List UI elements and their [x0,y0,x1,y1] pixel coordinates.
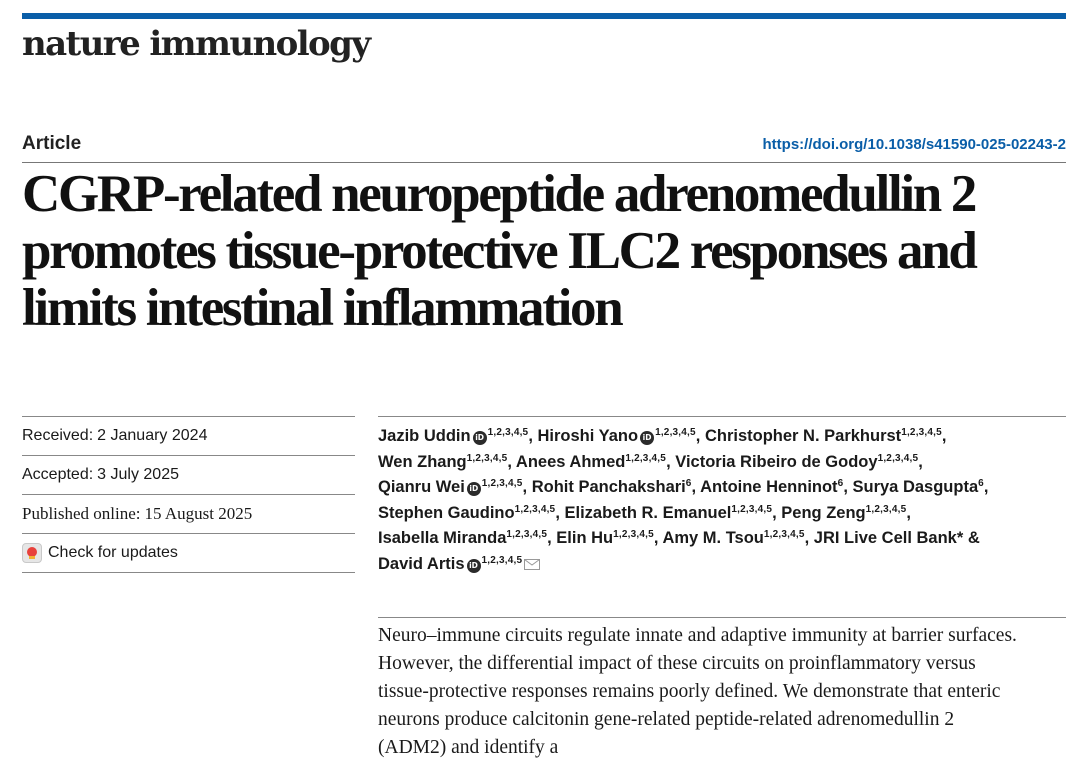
published-value: 15 August 2025 [144,504,253,523]
author-separator: , [507,452,516,471]
author-name[interactable]: Hiroshi Yano [537,427,639,445]
check-updates-label: Check for updates [48,544,178,561]
author-name[interactable]: Elin Hu [556,529,614,547]
author-affiliation-numbers: 1,2,3,4,5 [901,427,942,438]
author-item [853,478,984,496]
abstract-text: Neuro–immune circuits regulate innate and adaptive immunity at barrier surfaces. However, the differential impact of these circuits on proinflammatory versus tissue-protective responses remains poorly defined. We demonstrate that enteric neurons produce calcitonin gene-related peptide-related adrenomedullin 2 (ADM2) and identify a [378,625,1017,758]
author-item [516,453,666,471]
author-separator: , [653,529,663,547]
author-name[interactable]: Amy M. Tsou [662,529,764,547]
author-name[interactable]: Isabella Miranda [378,529,507,547]
author-affiliation-numbers: 1,2,3,4,5 [763,529,805,540]
orcid-icon[interactable]: iD [467,559,481,573]
author-name[interactable]: Victoria Ribeiro de Godoy [675,452,878,471]
received-value: 2 January 2024 [97,427,208,444]
author-item [538,427,696,445]
article-dates-panel [22,416,355,573]
author-item [378,453,507,471]
published-date [22,494,355,533]
author-name[interactable]: Qianru Wei [378,478,465,496]
author-separator: , [804,529,814,547]
author-name[interactable]: Christopher N. Parkhurst [704,427,902,445]
author-item [378,427,528,445]
author-item [378,504,555,522]
author-item [662,529,804,547]
author-separator: , [555,503,565,522]
author-item [556,529,654,547]
header-divider [22,162,1066,163]
published-label: Published online: [22,504,141,523]
received-label: Received: [22,427,94,444]
author-name[interactable]: Surya Dasgupta [852,478,979,496]
author-separator: , [695,427,705,445]
author-affiliation-numbers: 6 [685,478,692,489]
author-separator: , [918,452,923,471]
author-separator: , [772,503,782,522]
author-item [705,427,942,445]
author-separator: , [983,478,989,496]
author-separator: , [941,427,947,445]
orcid-icon[interactable]: iD [473,431,487,445]
author-affiliation-numbers: 1,2,3,4,5 [877,452,919,464]
author-name[interactable]: Jazib Uddin [378,427,471,445]
author-name[interactable]: Peng Zeng [781,503,866,522]
author-name[interactable]: Stephen Gaudino [378,503,515,522]
author-affiliation-numbers: 6 [837,478,844,489]
author-affiliation-numbers: 1,2,3,4,5 [731,503,773,515]
author-item [814,529,963,547]
received-date [22,416,355,455]
author-name[interactable]: David Artis [378,554,465,573]
author-item [378,478,523,496]
author-affiliation-numbers: 1,2,3,4,5 [613,529,654,540]
author-affiliation-numbers: 1,2,3,4,5 [625,452,667,464]
author-item [700,478,843,496]
author-affiliation-numbers: 1,2,3,4,5 [514,503,556,515]
author-item [781,504,906,522]
author-item [378,555,540,573]
author-separator: , [666,452,676,471]
author-separator: , [547,529,557,547]
doi-link[interactable]: https://doi.org/10.1038/s41590-025-02243-2 [762,136,1066,153]
email-icon[interactable] [524,559,540,570]
author-separator: , [691,478,701,496]
journal-logo[interactable]: nature immunology [22,24,370,64]
author-affiliation-numbers: 1,2,3,4,5 [506,529,548,540]
author-name[interactable]: Rohit Panchakshari [531,478,686,496]
accepted-label: Accepted: [22,466,94,483]
author-name[interactable]: Antoine Henninot [700,478,838,496]
author-name[interactable]: Elizabeth R. Emanuel [564,503,732,522]
author-item [532,478,692,496]
accepted-value: 3 July 2025 [97,466,179,483]
article-type-label: Article [22,133,82,154]
author-affiliation-numbers: 1,2,3,4,5 [466,452,508,464]
check-for-updates-button[interactable] [22,533,355,573]
author-list [378,424,1066,577]
author-affiliation-numbers: 1,2,3,4,5 [655,427,696,438]
author-separator: , [843,478,853,496]
check-updates-icon [22,543,42,563]
accepted-date [22,455,355,494]
author-separator: , [528,427,538,445]
journal-top-bar [22,13,1066,19]
orcid-icon[interactable]: iD [467,482,481,496]
authors-divider [378,416,1066,417]
author-name[interactable]: Anees Ahmed [515,452,626,471]
author-affiliation-numbers: 1,2,3,4,5 [481,478,523,489]
author-affiliation-numbers: 1,2,3,4,5 [481,554,523,566]
author-item [675,453,918,471]
article-title: CGRP-related neuropeptide adrenomedullin 2 promotes tissue-protective ILC2 responses and limits intestinal inflammation [22,165,976,337]
author-affiliation-numbers: 1,2,3,4,5 [865,503,907,515]
author-name[interactable]: Wen Zhang [378,452,467,471]
author-separator: , [522,478,532,496]
orcid-icon[interactable]: iD [640,431,654,445]
author-item [378,529,547,547]
author-item [565,504,773,522]
author-name[interactable]: JRI Live Cell Bank* [813,529,964,547]
author-separator: , [906,503,911,522]
author-affiliation-numbers: 6 [978,478,984,489]
author-separator: & [963,529,980,547]
abstract-divider [378,617,1066,618]
author-affiliation-numbers: 1,2,3,4,5 [487,427,529,438]
